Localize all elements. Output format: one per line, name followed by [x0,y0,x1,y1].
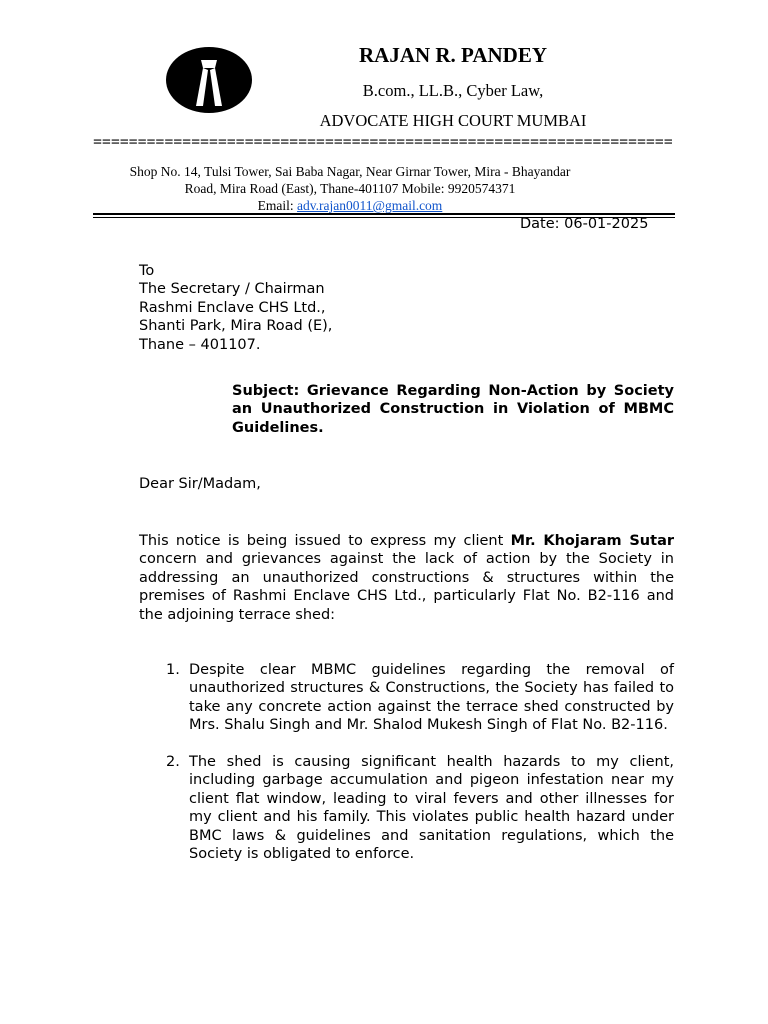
salutation: Dear Sir/Madam, [139,476,261,492]
email-label: Email: [257,198,294,213]
letterhead-separator: ================================================================= [93,134,673,151]
advocate-name: RAJAN R. PANDEY [358,43,547,67]
advocate-qualifications: B.com., LL.B., Cyber Law, [362,81,544,100]
recipient-line-2: Rashmi Enclave CHS Ltd., [139,299,326,316]
header-rule-thick [93,213,675,215]
letter-subject: Subject: Grievance Regarding Non-Action by Society an Unauthorized Construction in Violation of MBMC Guidelines. [232,383,674,436]
address-line-1: Shop No. 14, Tulsi Tower, Sai Baba Nagar, Near Girnar Tower, Mira - Bhayandar [129,164,571,179]
recipient-line-1: The Secretary / Chairman [139,281,325,298]
email-line [94,197,606,214]
letter-date: Date: 06-01-2025 [520,216,649,232]
email-link[interactable]: adv.rajan0011@gmail.com [297,198,443,213]
recipient-line-4: Thane – 401107. [139,336,261,353]
list-item-number: 1. [166,662,180,678]
intro-paragraph [139,532,674,624]
list-item-number: 2. [166,754,180,771]
intro-text-before: This notice is being issued to express my client [139,533,511,549]
grievance-list [139,661,674,882]
recipient-line-3: Shanti Park, Mira Road (E), [139,318,333,335]
list-item-text: Despite clear MBMC guidelines regarding the removal of unauthorized structures & Constructions, the Society has failed to take any concrete action against the terrace shed constructed by Mrs. Shalu Singh and Mr. Shalod Mukesh Singh of Flat No. B2-116. [189,662,674,734]
address-line-2: Road, Mira Road (East), Thane-401107 Mobile: 9920574371 [184,181,516,196]
intro-text-after: concern and grievances against the lack of action by the Society in addressing an unauthorized constructions & structures within the premises of Rashmi Enclave CHS Ltd., particularly Flat No. B2-116 and the adjoining terrace shed: [139,551,674,623]
recipient-address [139,262,332,354]
recipient-to: To [139,263,155,279]
list-item [139,661,674,735]
letterhead-address [94,163,606,214]
advocate-band-logo-icon [165,46,253,114]
list-item [139,753,674,863]
client-name: Mr. Khojaram Sutar [510,533,674,549]
advocate-designation: ADVOCATE HIGH COURT MUMBAI [319,111,587,130]
list-item-text: The shed is causing significant health hazards to my client, including garbage accumulation and pigeon infestation near my client flat window, leading to viral fevers and other illnesses for my client and his family. This violates public health hazard under BMC laws & guidelines and sanitation regulations, which the Society is obligated to enforce. [189,754,674,863]
